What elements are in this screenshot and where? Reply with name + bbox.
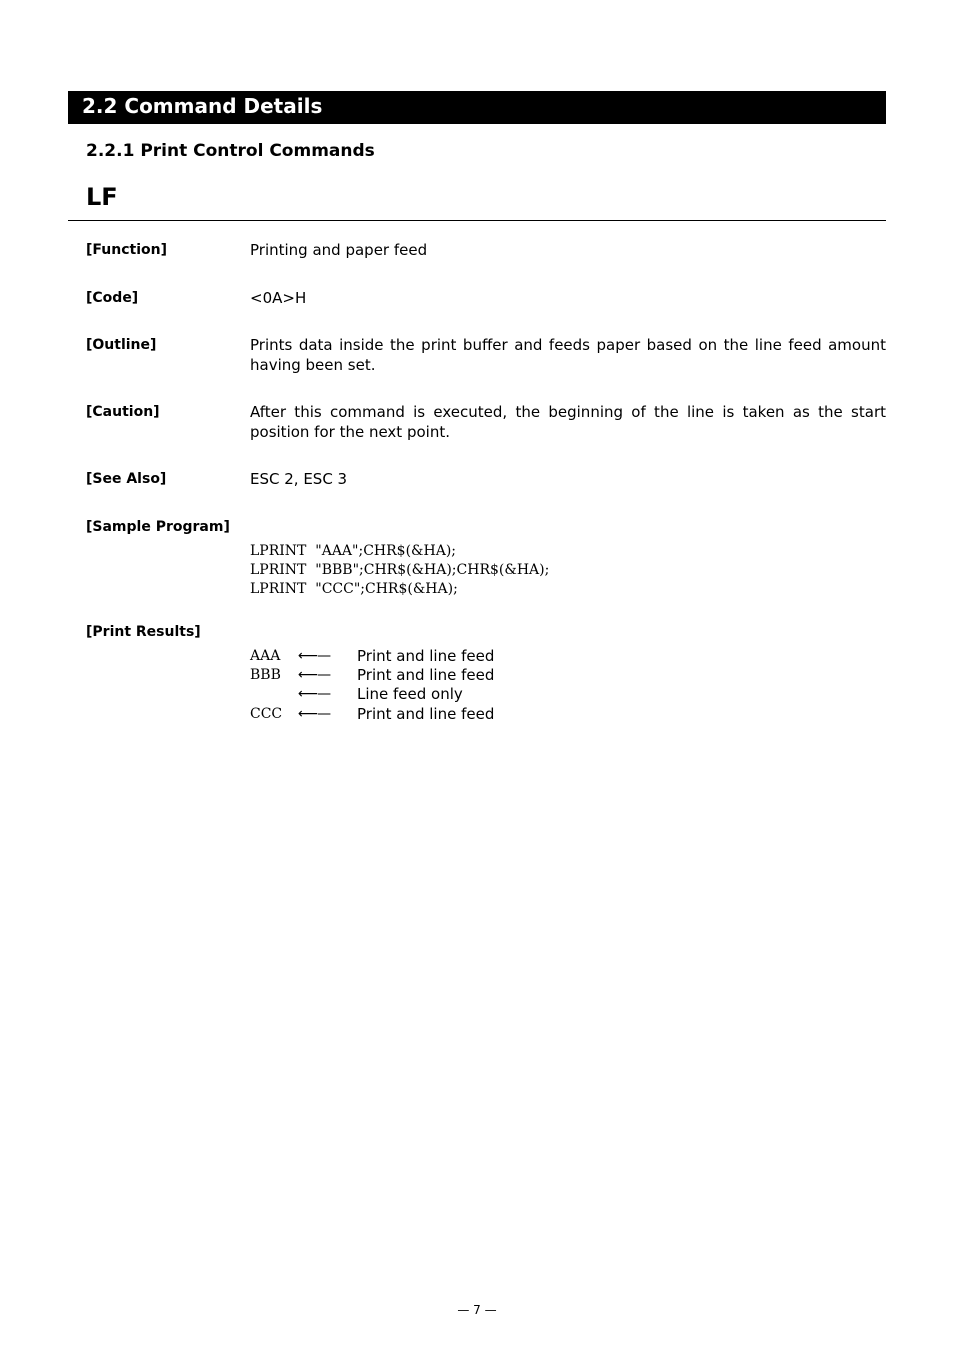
outline-value: Prints data inside the print buffer and feeds paper based on the line feed amount having been set.	[250, 336, 886, 374]
program-line: LPRINT "AAA";CHR$(&HA);	[250, 543, 456, 559]
page-number: — 7 —	[457, 1303, 497, 1317]
function-value: Printing and paper feed	[250, 241, 428, 259]
result-description: Print and line feed	[357, 705, 495, 723]
result-description: Print and line feed	[357, 647, 495, 665]
see-also-value: ESC 2, ESC 3	[250, 470, 348, 488]
section-heading: 2.2 Command Details	[68, 91, 886, 124]
result-data: AAA	[250, 648, 281, 664]
program-line: LPRINT "CCC";CHR$(&HA);	[250, 581, 458, 597]
subsection-heading: 2.2.1 Print Control Commands	[86, 141, 375, 161]
code-value: <0A>H	[250, 289, 307, 307]
left-arrow-icon: ⟵—	[298, 667, 331, 683]
sample-program-label: [Sample Program]	[86, 519, 230, 535]
see-also-label: [See Also]	[86, 471, 167, 487]
result-description: Line feed only	[357, 685, 463, 703]
left-arrow-icon: ⟵—	[298, 648, 331, 664]
command-name: LF	[86, 183, 118, 211]
result-data: BBB	[250, 667, 281, 683]
caution-label: [Caution]	[86, 404, 160, 420]
function-label: [Function]	[86, 242, 167, 258]
code-label: [Code]	[86, 290, 139, 306]
program-line: LPRINT "BBB";CHR$(&HA);CHR$(&HA);	[250, 562, 550, 578]
left-arrow-icon: ⟵—	[298, 706, 331, 722]
caution-value: After this command is executed, the beginning of the line is taken as the start position for the next point.	[250, 403, 886, 441]
left-arrow-icon: ⟵—	[298, 686, 331, 702]
result-description: Print and line feed	[357, 666, 495, 684]
result-data: CCC	[250, 706, 283, 722]
print-results-label: [Print Results]	[86, 624, 201, 640]
outline-label: [Outline]	[86, 337, 157, 353]
heading-divider	[68, 220, 886, 221]
